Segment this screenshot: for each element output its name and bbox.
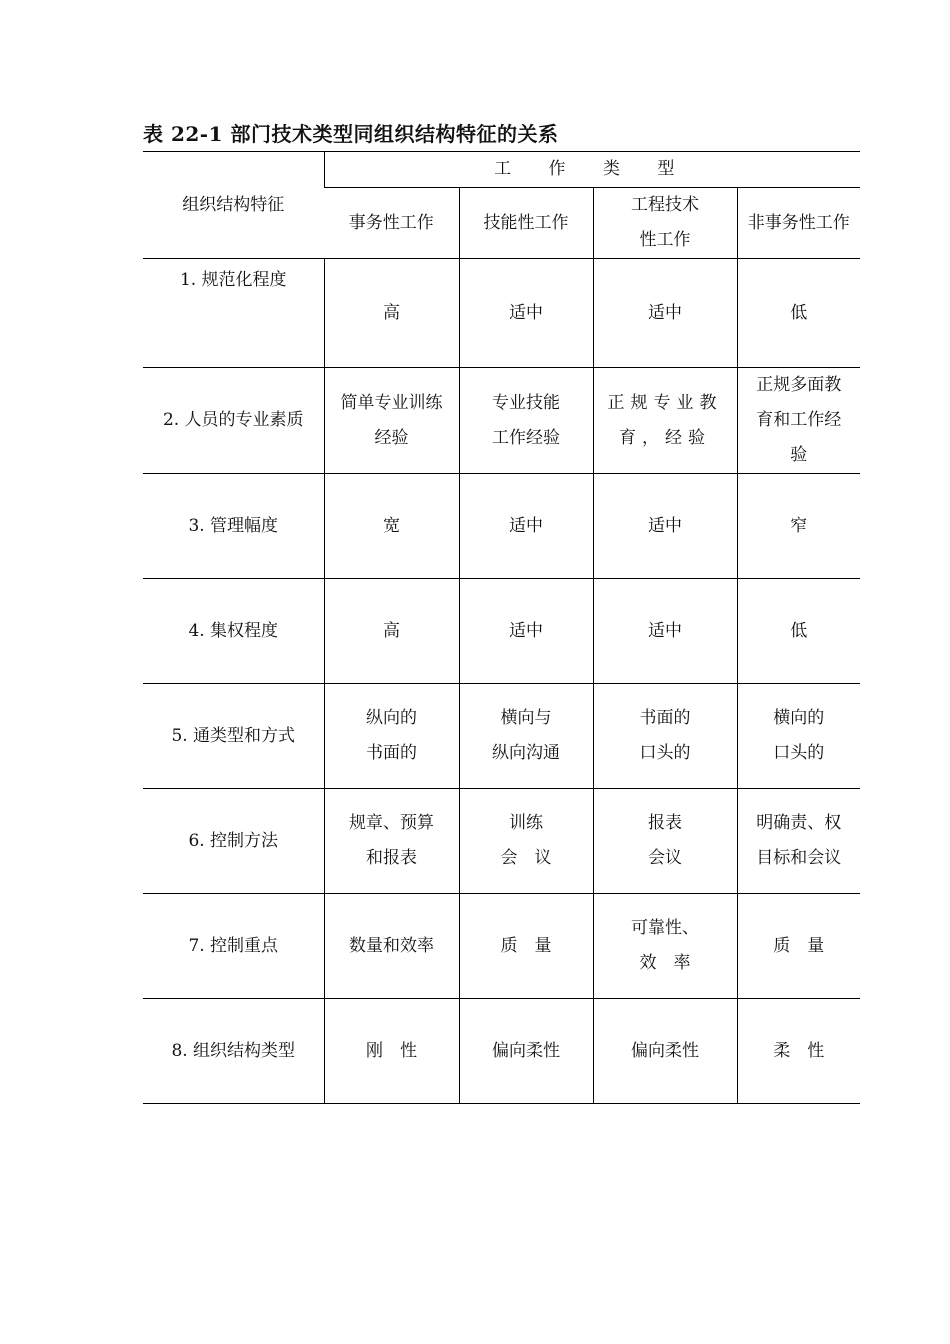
characteristic-header: 组织结构特征: [143, 152, 324, 259]
table-row: [143, 789, 860, 894]
table-cell: 偏向柔性: [459, 999, 593, 1104]
table-cell: 窄: [737, 474, 860, 579]
table-cell: 正规专业教 育，经验: [593, 368, 737, 474]
table-cell: 横向与 纵向沟通: [459, 684, 593, 789]
table-cell: 刚 性: [324, 999, 459, 1104]
table-cell: 适中: [593, 474, 737, 579]
row-label: 2. 人员的专业素质: [143, 368, 324, 474]
table-cell: 明确责、权 目标和会议: [737, 789, 860, 894]
table-cell: 低: [737, 259, 860, 368]
table-cell: 柔 性: [737, 999, 860, 1104]
table-cell: 适中: [459, 474, 593, 579]
table-cell: 质 量: [737, 894, 860, 999]
table-cell: 质 量: [459, 894, 593, 999]
technology-structure-table: [143, 151, 860, 1104]
table-cell: 正规多面教 育和工作经 验: [737, 368, 860, 474]
row-label: 1. 规范化程度: [143, 259, 324, 368]
table-cell: 宽: [324, 474, 459, 579]
table-cell: 高: [324, 579, 459, 684]
table-cell: 简单专业训练 经验: [324, 368, 459, 474]
table-cell: 适中: [593, 259, 737, 368]
table-cell: 适中: [459, 579, 593, 684]
table-caption: 表 22-1 部门技术类型同组织结构特征的关系: [143, 122, 559, 146]
row-label: 3. 管理幅度: [143, 474, 324, 579]
table-cell: 偏向柔性: [593, 999, 737, 1104]
row-label: 7. 控制重点: [143, 894, 324, 999]
table-cell: 低: [737, 579, 860, 684]
row-label: 4. 集权程度: [143, 579, 324, 684]
table-cell: 数量和效率: [324, 894, 459, 999]
column-header-clerical: 事务性工作: [324, 188, 459, 259]
table-cell: 书面的 口头的: [593, 684, 737, 789]
row-label: 8. 组织结构类型: [143, 999, 324, 1104]
header-row: [143, 152, 860, 188]
table-cell: 训练 会 议: [459, 789, 593, 894]
table-cell: 高: [324, 259, 459, 368]
table-cell: 可靠性、 效 率: [593, 894, 737, 999]
table-row: [143, 999, 860, 1104]
column-header-nonroutine: 非事务性工作: [737, 188, 860, 259]
table-cell: 规章、预算 和报表: [324, 789, 459, 894]
table-row: [143, 259, 860, 368]
table-row: [143, 684, 860, 789]
column-header-skilled: 技能性工作: [459, 188, 593, 259]
row-label: 5. 通类型和方式: [143, 684, 324, 789]
table-row: [143, 368, 860, 474]
table-cell: 横向的 口头的: [737, 684, 860, 789]
row-label: 6. 控制方法: [143, 789, 324, 894]
table-cell: 适中: [459, 259, 593, 368]
work-type-header: 工 作 类 型: [324, 152, 860, 188]
table-row: [143, 579, 860, 684]
table-row: [143, 474, 860, 579]
table-cell: 专业技能 工作经验: [459, 368, 593, 474]
column-header-engineering: 工程技术 性工作: [593, 188, 737, 259]
table-row: [143, 894, 860, 999]
table-cell: 适中: [593, 579, 737, 684]
table-cell: 报表 会议: [593, 789, 737, 894]
table-cell: 纵向的 书面的: [324, 684, 459, 789]
